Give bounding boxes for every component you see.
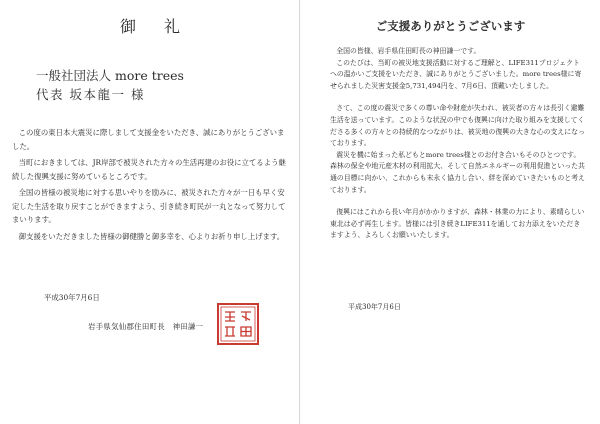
recipient-organization: 一般社団法人 more trees xyxy=(36,68,184,83)
right-letter-date: 平成30年7月6日 xyxy=(348,303,401,311)
right-paragraph-4: 震災を機に始まった私どもとmore trees様とのお付き合いもそのひとつです。森林の保全や地元産木材の利用拡大、そして自然エネルギーの利用促進といった共通の目標に向かい、これからも末永く協力し合い、絆を深めていきたいものと考えております。 xyxy=(330,150,585,194)
right-paragraph-1: 全国の皆様、岩手県住田町長の神田謙一です。 xyxy=(336,47,481,55)
left-letter-body xyxy=(12,126,290,243)
left-letter-signature: 岩手県気仙郡住田町長 神田謙一 xyxy=(88,322,204,331)
left-paragraph-2: 当町におきましては、JR岸部で被災された方々の生活再建のお役に立てるよう継続した復興支援に努めているところです。 xyxy=(12,158,286,181)
right-paragraph-5: 復興にはこれから長い年月がかかりますが、森林・林業の力により、素晴らしい東北は必ず再生します。皆様には引き続きLIFE311を通してお力添えをいただきますよう、よろしくお願いいたします。 xyxy=(330,208,585,240)
recipient-name: 代表 坂本龍一 様 xyxy=(36,87,145,102)
left-paragraph-1: この度の東日本大震災に際しまして支援金をいただき、誠にありがとうございました。 xyxy=(12,128,285,151)
right-letter-title: ご支援ありがとうございます xyxy=(375,19,526,33)
right-paragraph-3: さて、この度の震災で多くの尊い命や財産が失われ、被災者の方々は長引く避難生活を送っています。このような状況の中でも復興に向けた取り組みを支援してくださる多くの方々との持続的なつながりは、被災地の復興の大きな心の支えになっております。 xyxy=(330,104,585,148)
official-seal-stamp xyxy=(216,302,260,346)
right-letter-body xyxy=(330,46,586,242)
left-paragraph-4: 御支援をいただきました皆様の御健勝と御多幸を、心よりお祈り申し上げます。 xyxy=(18,231,285,241)
right-paragraph-2: このたびは、当町の被災地支援活動に対するご理解と、LIFE311プロジェクトへの温かいご支援をいただき、誠にありがとうございました。more trees様に寄せられました災害支援金5,731,494円を、7月6日、頂戴いたしました。 xyxy=(330,58,582,90)
left-letter-title: 御礼 xyxy=(119,17,208,36)
left-paragraph-3: 全国の皆様の被災地に対する思いやりを励みに、被災された方々が一日も早く安定した生活を取り戻すことができますよう、引き続き町民が一丸となって努力してまいります。 xyxy=(12,188,286,224)
left-letter-date: 平成30年7月6日 xyxy=(44,293,100,302)
